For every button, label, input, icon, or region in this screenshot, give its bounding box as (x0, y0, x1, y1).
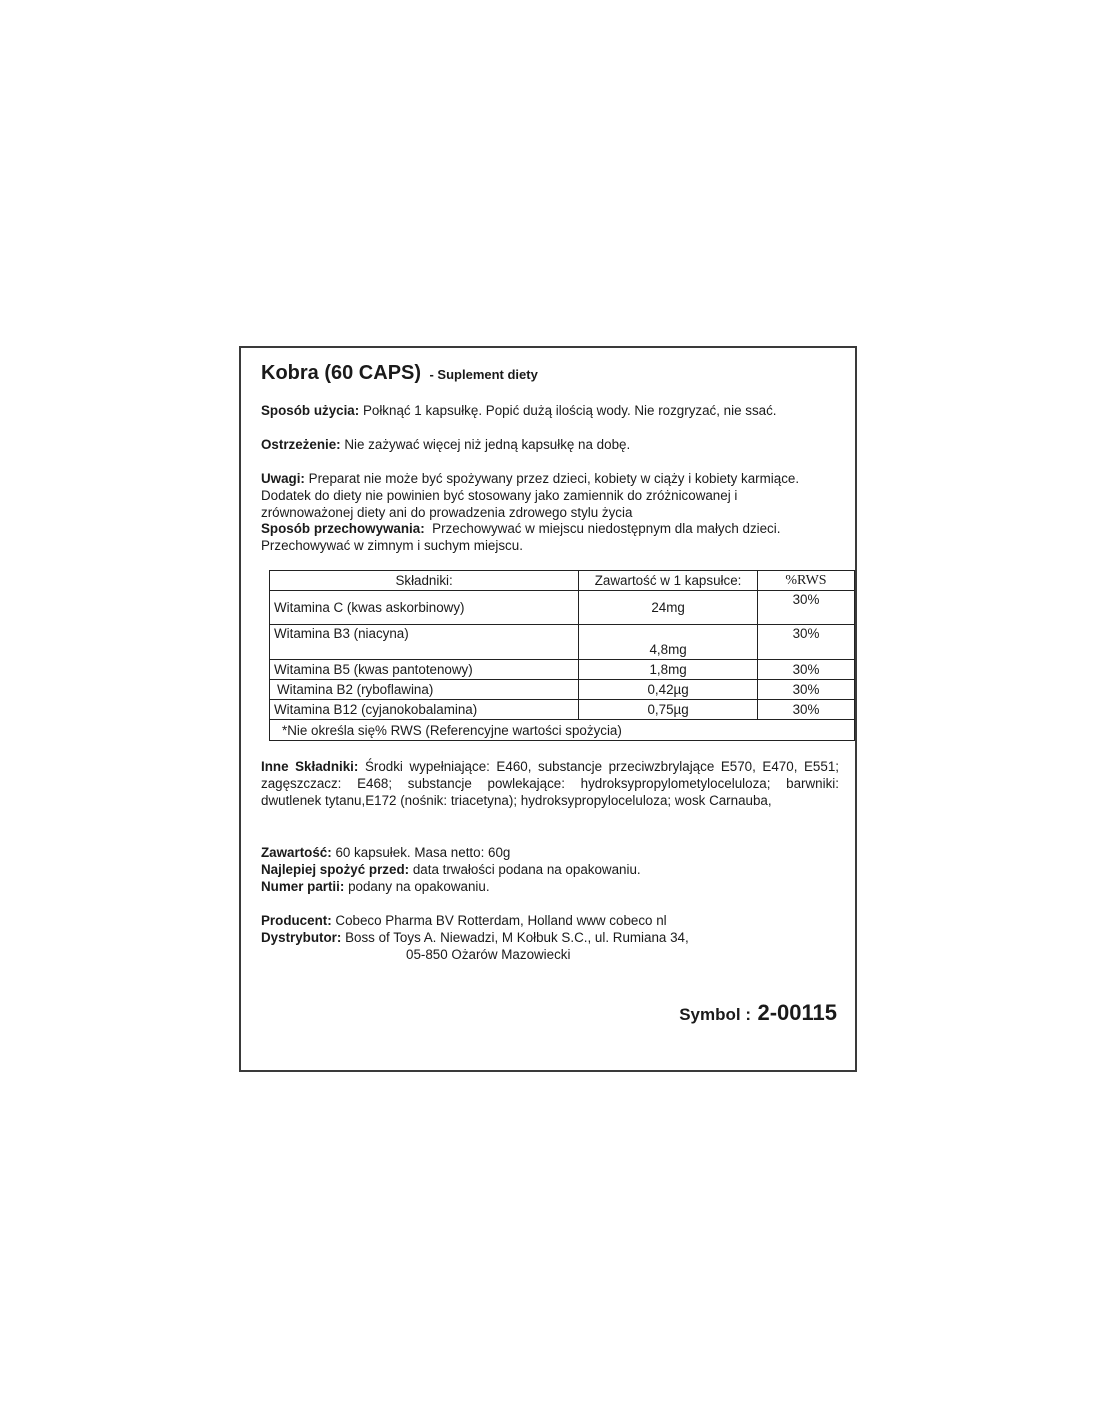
table-footnote-row (270, 720, 855, 741)
ingredient-amount: 0,42µg (579, 680, 758, 700)
contents-section (261, 844, 841, 861)
distributor-line2: 05-850 Ożarów Mazowiecki (406, 947, 571, 962)
header-amount: Zawartość w 1 kapsułce: (579, 571, 758, 591)
ingredient-name: Witamina C (kwas askorbinowy) (270, 591, 579, 625)
best-before-label: Najlepiej spożyć przed: (261, 862, 410, 877)
batch-text: podany na opakowaniu. (348, 879, 490, 894)
nutrition-table (269, 570, 855, 741)
ingredient-name: Witamina B5 (kwas pantotenowy) (270, 660, 579, 680)
producer-text: Cobeco Pharma BV Rotterdam, Holland www cobeco nl (335, 913, 667, 928)
ingredient-amount: 24mg (579, 591, 758, 625)
symbol-value: 2-00115 (757, 1000, 837, 1025)
ingredient-rws: 30% (757, 625, 854, 660)
distributor-address (406, 946, 986, 963)
warning-label: Ostrzeżenie: (261, 437, 341, 452)
table-row (270, 700, 855, 720)
storage-section (261, 520, 831, 554)
symbol-label: Symbol : (679, 1005, 752, 1024)
notes-text: Preparat nie może być spożywany przez dzieci, kobiety w ciąży i kobiety karmiące. Dodatek do diety nie powinien być stosowany jako zamiennik do zróżnicowanej i zrównoważonej diety ani do prowadzenia zdrowego stylu życia (261, 471, 800, 520)
table-row (270, 680, 855, 700)
usage-section (261, 402, 841, 419)
warning-section (261, 436, 841, 453)
header-ingredients: Składniki: (270, 571, 579, 591)
product-title: Kobra (60 CAPS) (261, 362, 422, 384)
table-footnote: *Nie określa się% RWS (Referencyjne wartości spożycia) (270, 720, 855, 741)
other-ingredients-label: Inne Składniki: (261, 759, 359, 774)
contents-label: Zawartość: (261, 845, 332, 860)
storage-text: Przechowywać w miejscu niedostępnym dla małych dzieci. Przechowywać w zimnym i suchym miejscu. (261, 521, 781, 553)
storage-label: Sposób przechowywania: (261, 521, 425, 536)
warning-text: Nie zażywać więcej niż jedną kapsułkę na dobę. (344, 437, 631, 452)
ingredient-amount: 1,8mg (579, 660, 758, 680)
ingredient-amount: 0,75µg (579, 700, 758, 720)
producer-section (261, 912, 841, 929)
header-rws: %RWS (757, 571, 854, 591)
distributor-line1: Boss of Toys A. Niewadzi, M Kołbuk S.C., ul. Rumiana 34, (345, 930, 689, 945)
usage-label: Sposób użycia: (261, 403, 360, 418)
ingredient-name: Witamina B2 (ryboflawina) (270, 680, 579, 700)
ingredient-name: Witamina B12 (cyjanokobalamina) (270, 700, 579, 720)
ingredient-name: Witamina B3 (niacyna) (270, 625, 579, 660)
notes-section (261, 470, 823, 521)
distributor-section (261, 929, 841, 946)
symbol-block (679, 1000, 837, 1026)
best-before-text: data trwałości podana na opakowaniu. (412, 862, 641, 877)
table-row (270, 660, 855, 680)
table-row (270, 591, 855, 625)
notes-label: Uwagi: (261, 471, 305, 486)
ingredient-rws: 30% (757, 660, 854, 680)
title-row (261, 362, 538, 385)
ingredient-rws: 30% (757, 680, 854, 700)
other-ingredients-section (261, 758, 839, 809)
product-label (239, 346, 857, 1072)
producer-label: Producent: (261, 913, 332, 928)
ingredient-rws: 30% (757, 591, 854, 625)
batch-section (261, 878, 841, 895)
best-before-section (261, 861, 841, 878)
product-subtitle: - Suplement diety (429, 367, 538, 382)
distributor-label: Dystrybutor: (261, 930, 342, 945)
other-ingredients-text: Środki wypełniające: E460, substancje przeciwzbrylające E570, E470, E551; zagęszczacz: E468; substancje powlekające: hydroksypropylometyloceluloza; barwniki: dwutlenek tytanu,E172 (nośnik: triacetyna); hydroksypropyloceluloza; wosk Carnauba, (261, 759, 839, 808)
ingredient-amount: 4,8mg (579, 625, 758, 660)
ingredient-rws: 30% (757, 700, 854, 720)
contents-text: 60 kapsułek. Masa netto: 60g (335, 845, 511, 860)
table-header-row (270, 571, 855, 591)
table-row (270, 625, 855, 660)
batch-label: Numer partii: (261, 879, 345, 894)
usage-text: Połknąć 1 kapsułkę. Popić dużą ilością wody. Nie rozgryzać, nie ssać. (362, 403, 777, 418)
